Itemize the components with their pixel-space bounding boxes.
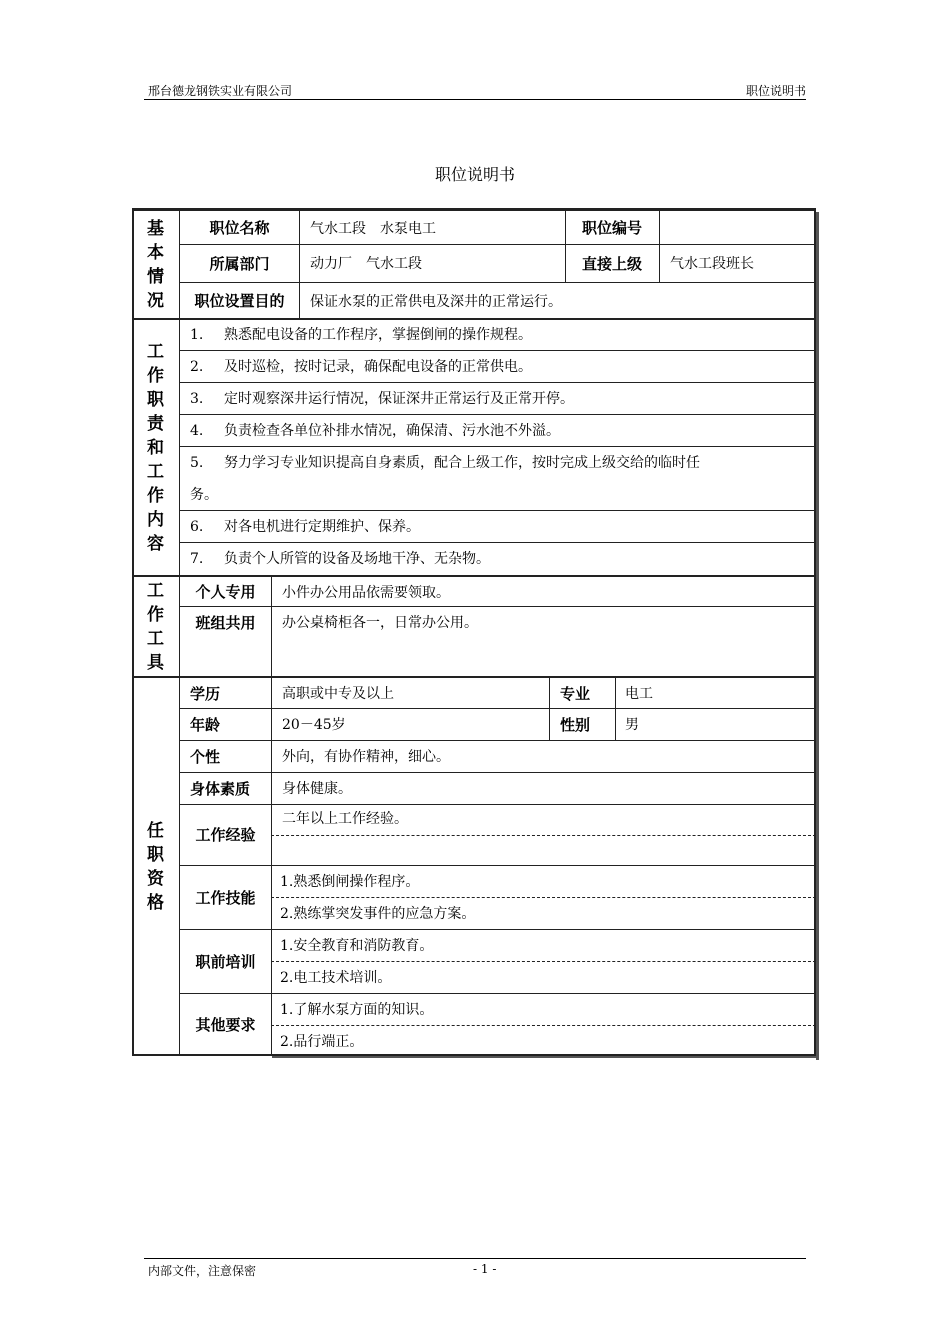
other-requirements-item: 1.了解水泵方面的知识。 (280, 1002, 434, 1018)
supervisor-value: 气水工段班长 (670, 256, 754, 272)
training-item: 1.安全教育和消防教育。 (280, 938, 434, 954)
duty-item: 6. 对各电机进行定期维护、保养。 (190, 519, 420, 535)
header-company: 邢台德龙钢铁实业有限公司 (148, 84, 293, 98)
health-value: 身体健康。 (282, 781, 352, 797)
duty-item: 2. 及时巡检，按时记录，确保配电设备的正常供电。 (190, 359, 532, 375)
job-description-form (132, 208, 820, 1062)
duty-item-continued: 务。 (190, 487, 218, 503)
footer-rule (144, 1258, 806, 1259)
department-label: 所属部门 (209, 254, 270, 273)
duty-item: 5. 努力学习专业知识提高自身素质，配合上级工作，按时完成上级交给的临时任 (190, 455, 700, 471)
major-label: 专业 (560, 684, 591, 703)
gender-label: 性别 (560, 715, 591, 734)
duty-item: 3. 定时观察深井运行情况，保证深井正常运行及正常开停。 (190, 391, 574, 407)
footer-confidential-note: 内部文件，注意保密 (148, 1264, 257, 1278)
purpose-value: 保证水泵的正常供电及深井的正常运行。 (310, 293, 562, 310)
skills-item: 1.熟悉倒闸操作程序。 (280, 874, 420, 890)
footer-page-number: - 1 - (473, 1262, 497, 1276)
education-label: 学历 (190, 684, 221, 703)
section-duties-label: 工 作 职 责 和 工 作 内 容 (132, 320, 180, 576)
skills-label: 工作技能 (195, 888, 256, 907)
health-label: 身体素质 (190, 779, 251, 798)
section-qualifications-label: 任 职 资 格 (132, 678, 180, 1056)
duty-item: 7. 负责个人所管的设备及场地干净、无杂物。 (190, 551, 490, 567)
position-no-label: 职位编号 (581, 219, 642, 237)
education-value: 高职或中专及以上 (282, 686, 394, 702)
experience-value: 二年以上工作经验。 (282, 811, 408, 827)
duty-item: 4. 负责检查各单位补排水情况，确保清、污水池不外溢。 (190, 423, 560, 439)
position-name-value: 气水工段 水泵电工 (310, 220, 436, 237)
age-value: 20－45岁 (282, 717, 346, 733)
experience-label: 工作经验 (195, 826, 256, 844)
supervisor-label: 直接上级 (581, 254, 642, 273)
page-title: 职位说明书 (434, 165, 515, 184)
other-requirements-item: 2.品行端正。 (280, 1033, 364, 1050)
other-requirements-label: 其他要求 (195, 1016, 256, 1034)
personality-value: 外向，有协作精神，细心。 (282, 749, 450, 765)
gender-value: 男 (625, 717, 639, 733)
purpose-label: 职位设置目的 (194, 292, 285, 310)
training-label: 职前培训 (195, 952, 256, 971)
personal-tools-label: 个人专用 (195, 583, 256, 601)
personality-label: 个性 (190, 747, 221, 766)
personal-tools-value: 小件办公用品依需要领取。 (282, 584, 450, 601)
age-label: 年龄 (190, 715, 221, 734)
skills-item: 2.熟练掌突发事件的应急方案。 (280, 906, 476, 922)
section-tools-label: 工 作 工 具 (132, 577, 180, 677)
major-value: 电工 (625, 686, 653, 702)
position-name-label: 职位名称 (209, 219, 270, 237)
section-basic-label: 基 本 情 况 (132, 211, 180, 319)
shared-tools-label: 班组共用 (195, 613, 256, 632)
training-item: 2.电工技术培训。 (280, 970, 392, 986)
header-rule (144, 99, 806, 100)
shared-tools-value: 办公桌椅柜各一，日常办公用。 (282, 615, 478, 631)
department-value: 动力厂 气水工段 (310, 256, 422, 272)
duty-item: 1. 熟悉配电设备的工作程序，掌握倒闸的操作规程。 (190, 327, 532, 343)
header-doc-type: 职位说明书 (745, 84, 806, 98)
